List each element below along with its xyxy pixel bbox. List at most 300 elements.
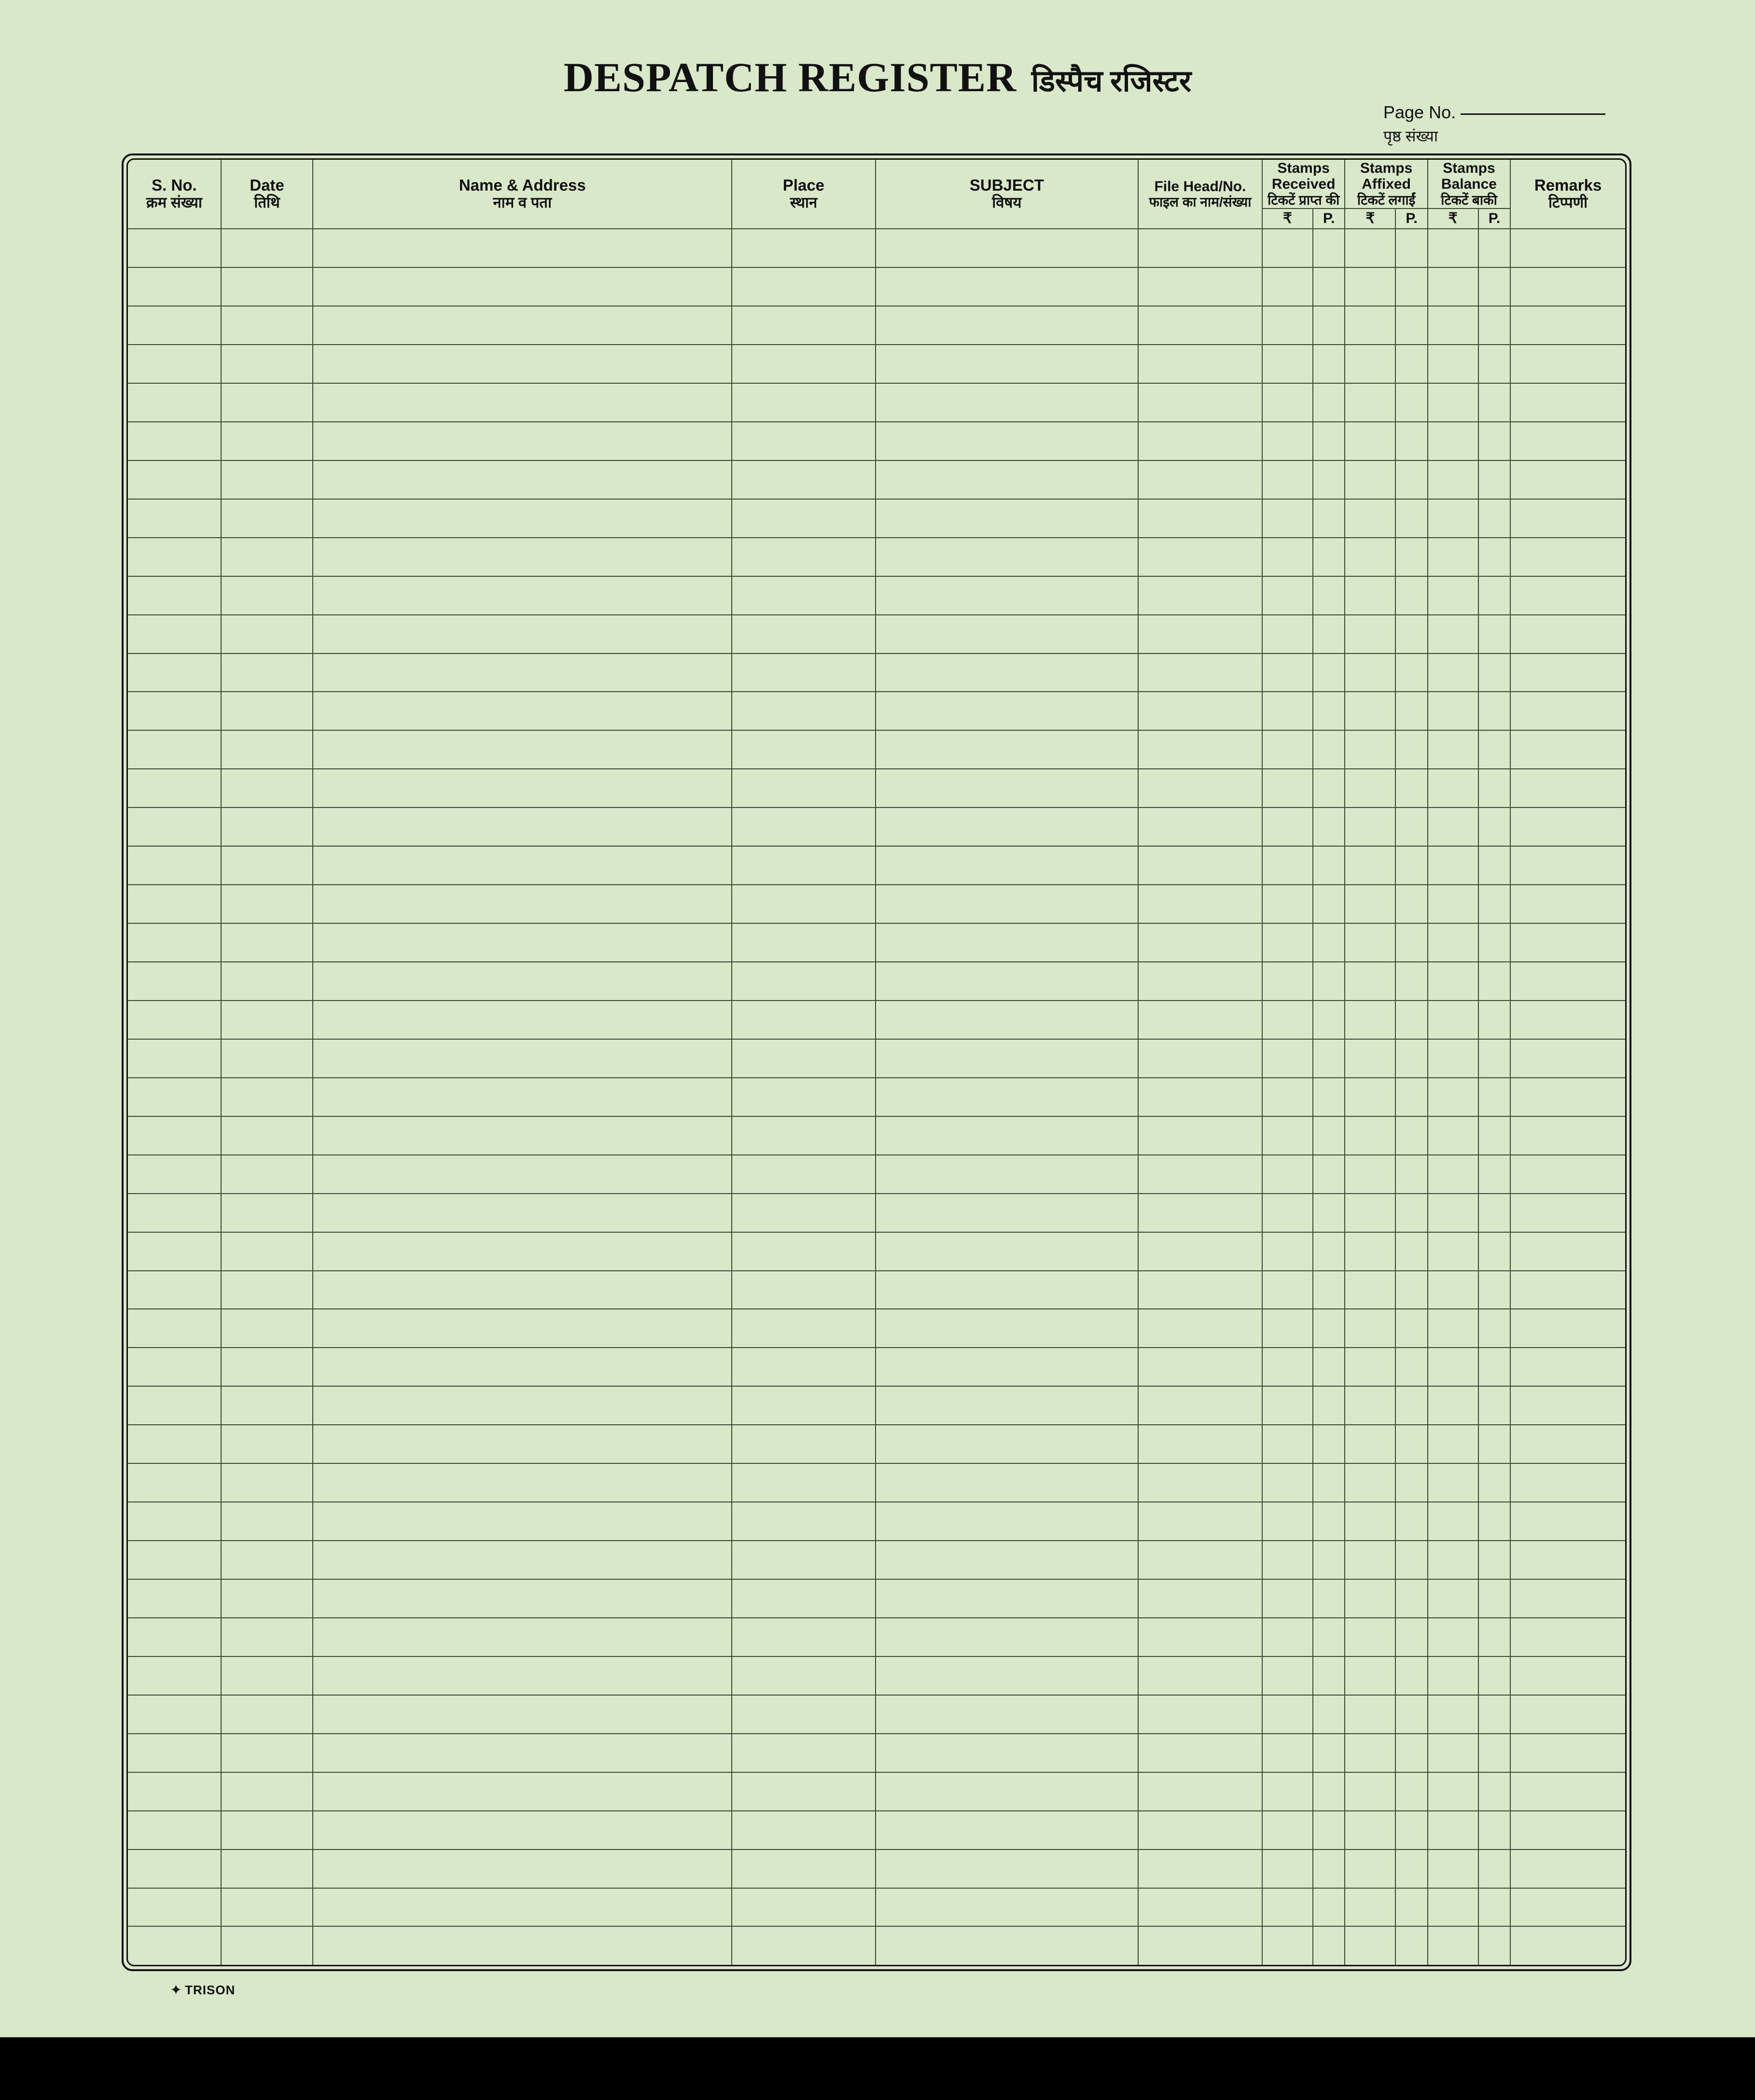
table-cell[interactable] bbox=[1345, 1463, 1395, 1502]
table-cell[interactable] bbox=[1262, 1695, 1313, 1734]
table-cell[interactable] bbox=[1478, 306, 1510, 345]
table-row[interactable] bbox=[128, 654, 1625, 692]
table-cell[interactable] bbox=[128, 538, 221, 576]
table-cell[interactable] bbox=[1138, 885, 1262, 923]
table-cell[interactable] bbox=[1428, 1888, 1478, 1927]
table-cell[interactable] bbox=[1478, 1811, 1510, 1850]
table-cell[interactable] bbox=[1262, 615, 1313, 654]
table-cell[interactable] bbox=[128, 1463, 221, 1502]
table-cell[interactable] bbox=[313, 1734, 732, 1772]
table-cell[interactable] bbox=[221, 1772, 313, 1811]
table-cell[interactable] bbox=[876, 615, 1138, 654]
table-cell[interactable] bbox=[313, 229, 732, 267]
table-cell[interactable] bbox=[221, 1425, 313, 1463]
table-cell[interactable] bbox=[128, 615, 221, 654]
table-cell[interactable] bbox=[1428, 1309, 1478, 1348]
table-cell[interactable] bbox=[1478, 1194, 1510, 1232]
table-cell[interactable] bbox=[876, 846, 1138, 885]
table-cell[interactable] bbox=[732, 1579, 876, 1618]
table-cell[interactable] bbox=[313, 383, 732, 422]
table-cell[interactable] bbox=[313, 654, 732, 692]
table-cell[interactable] bbox=[1138, 1618, 1262, 1656]
table-cell[interactable] bbox=[128, 1309, 221, 1348]
table-cell[interactable] bbox=[1510, 1309, 1625, 1348]
table-row[interactable] bbox=[128, 499, 1625, 538]
table-cell[interactable] bbox=[221, 1656, 313, 1695]
table-cell[interactable] bbox=[221, 1888, 313, 1927]
table-cell[interactable] bbox=[1262, 229, 1313, 267]
table-cell[interactable] bbox=[1262, 1734, 1313, 1772]
table-cell[interactable] bbox=[1478, 1541, 1510, 1579]
table-cell[interactable] bbox=[1510, 1232, 1625, 1271]
table-cell[interactable] bbox=[1262, 846, 1313, 885]
table-cell[interactable] bbox=[1262, 1425, 1313, 1463]
table-cell[interactable] bbox=[313, 460, 732, 499]
table-row[interactable] bbox=[128, 1386, 1625, 1425]
table-cell[interactable] bbox=[1313, 576, 1345, 615]
table-cell[interactable] bbox=[876, 923, 1138, 962]
table-cell[interactable] bbox=[1478, 1926, 1510, 1965]
table-cell[interactable] bbox=[1138, 1425, 1262, 1463]
table-cell[interactable] bbox=[1345, 692, 1395, 730]
table-cell[interactable] bbox=[1262, 422, 1313, 460]
table-cell[interactable] bbox=[732, 1541, 876, 1579]
table-row[interactable] bbox=[128, 1579, 1625, 1618]
table-cell[interactable] bbox=[876, 1001, 1138, 1039]
table-cell[interactable] bbox=[313, 1695, 732, 1734]
table-cell[interactable] bbox=[313, 1618, 732, 1656]
table-cell[interactable] bbox=[732, 1772, 876, 1811]
table-cell[interactable] bbox=[1138, 1078, 1262, 1116]
table-cell[interactable] bbox=[1313, 1425, 1345, 1463]
table-row[interactable] bbox=[128, 1116, 1625, 1155]
table-cell[interactable] bbox=[1428, 1425, 1478, 1463]
table-cell[interactable] bbox=[1262, 383, 1313, 422]
table-cell[interactable] bbox=[1510, 1425, 1625, 1463]
table-cell[interactable] bbox=[876, 885, 1138, 923]
table-cell[interactable] bbox=[1345, 1850, 1395, 1888]
table-cell[interactable] bbox=[1313, 1811, 1345, 1850]
table-cell[interactable] bbox=[1345, 1502, 1395, 1541]
table-cell[interactable] bbox=[1262, 267, 1313, 306]
table-cell[interactable] bbox=[1478, 538, 1510, 576]
table-cell[interactable] bbox=[876, 1772, 1138, 1811]
table-cell[interactable] bbox=[1395, 1811, 1427, 1850]
table-cell[interactable] bbox=[1510, 1078, 1625, 1116]
table-cell[interactable] bbox=[221, 654, 313, 692]
table-cell[interactable] bbox=[1138, 1386, 1262, 1425]
table-cell[interactable] bbox=[732, 1850, 876, 1888]
table-cell[interactable] bbox=[876, 229, 1138, 267]
table-cell[interactable] bbox=[1478, 1155, 1510, 1194]
table-row[interactable] bbox=[128, 885, 1625, 923]
table-cell[interactable] bbox=[1313, 1463, 1345, 1502]
table-row[interactable] bbox=[128, 1888, 1625, 1927]
table-cell[interactable] bbox=[1313, 306, 1345, 345]
table-row[interactable] bbox=[128, 306, 1625, 345]
table-cell[interactable] bbox=[313, 538, 732, 576]
table-cell[interactable] bbox=[221, 460, 313, 499]
table-cell[interactable] bbox=[876, 1618, 1138, 1656]
table-cell[interactable] bbox=[1478, 1695, 1510, 1734]
table-cell[interactable] bbox=[1510, 885, 1625, 923]
table-cell[interactable] bbox=[1345, 1811, 1395, 1850]
table-cell[interactable] bbox=[128, 1271, 221, 1309]
table-cell[interactable] bbox=[1428, 1116, 1478, 1155]
table-cell[interactable] bbox=[1510, 654, 1625, 692]
table-cell[interactable] bbox=[221, 1116, 313, 1155]
table-cell[interactable] bbox=[313, 267, 732, 306]
table-cell[interactable] bbox=[313, 1463, 732, 1502]
table-cell[interactable] bbox=[1395, 1039, 1427, 1078]
table-cell[interactable] bbox=[1510, 615, 1625, 654]
table-cell[interactable] bbox=[1395, 267, 1427, 306]
table-cell[interactable] bbox=[1313, 846, 1345, 885]
table-cell[interactable] bbox=[1313, 460, 1345, 499]
table-row[interactable] bbox=[128, 923, 1625, 962]
table-cell[interactable] bbox=[1313, 1541, 1345, 1579]
table-cell[interactable] bbox=[1395, 1309, 1427, 1348]
table-cell[interactable] bbox=[1428, 1850, 1478, 1888]
table-cell[interactable] bbox=[876, 1926, 1138, 1965]
table-cell[interactable] bbox=[1478, 1579, 1510, 1618]
table-row[interactable] bbox=[128, 383, 1625, 422]
table-cell[interactable] bbox=[1313, 1579, 1345, 1618]
table-cell[interactable] bbox=[732, 1155, 876, 1194]
table-cell[interactable] bbox=[221, 730, 313, 769]
table-cell[interactable] bbox=[1510, 1348, 1625, 1386]
table-cell[interactable] bbox=[1428, 1232, 1478, 1271]
table-cell[interactable] bbox=[1262, 1541, 1313, 1579]
table-cell[interactable] bbox=[1510, 1618, 1625, 1656]
table-cell[interactable] bbox=[1313, 1348, 1345, 1386]
table-cell[interactable] bbox=[128, 576, 221, 615]
table-cell[interactable] bbox=[1313, 1656, 1345, 1695]
table-cell[interactable] bbox=[1313, 923, 1345, 962]
table-cell[interactable] bbox=[1262, 1850, 1313, 1888]
table-cell[interactable] bbox=[1313, 654, 1345, 692]
table-cell[interactable] bbox=[1345, 1309, 1395, 1348]
table-cell[interactable] bbox=[732, 1811, 876, 1850]
table-cell[interactable] bbox=[732, 962, 876, 1001]
table-cell[interactable] bbox=[313, 1926, 732, 1965]
table-cell[interactable] bbox=[313, 1232, 732, 1271]
table-cell[interactable] bbox=[221, 1039, 313, 1078]
table-cell[interactable] bbox=[1478, 1309, 1510, 1348]
table-cell[interactable] bbox=[732, 383, 876, 422]
table-cell[interactable] bbox=[1138, 1850, 1262, 1888]
table-cell[interactable] bbox=[221, 383, 313, 422]
table-cell[interactable] bbox=[1313, 267, 1345, 306]
table-cell[interactable] bbox=[313, 1386, 732, 1425]
table-cell[interactable] bbox=[876, 1155, 1138, 1194]
table-cell[interactable] bbox=[1345, 1926, 1395, 1965]
table-cell[interactable] bbox=[1428, 615, 1478, 654]
table-cell[interactable] bbox=[1395, 499, 1427, 538]
table-cell[interactable] bbox=[732, 499, 876, 538]
table-cell[interactable] bbox=[1428, 383, 1478, 422]
table-cell[interactable] bbox=[1138, 1271, 1262, 1309]
table-cell[interactable] bbox=[1138, 1772, 1262, 1811]
table-cell[interactable] bbox=[1262, 538, 1313, 576]
table-cell[interactable] bbox=[1510, 267, 1625, 306]
table-cell[interactable] bbox=[1345, 1888, 1395, 1927]
table-cell[interactable] bbox=[1428, 730, 1478, 769]
table-cell[interactable] bbox=[1262, 654, 1313, 692]
table-row[interactable] bbox=[128, 538, 1625, 576]
table-cell[interactable] bbox=[1138, 267, 1262, 306]
table-cell[interactable] bbox=[1395, 1155, 1427, 1194]
table-cell[interactable] bbox=[1428, 1386, 1478, 1425]
table-cell[interactable] bbox=[1510, 576, 1625, 615]
table-cell[interactable] bbox=[1478, 1502, 1510, 1541]
table-cell[interactable] bbox=[1345, 1425, 1395, 1463]
table-cell[interactable] bbox=[1510, 1463, 1625, 1502]
table-cell[interactable] bbox=[876, 267, 1138, 306]
table-cell[interactable] bbox=[1138, 1194, 1262, 1232]
table-cell[interactable] bbox=[876, 1232, 1138, 1271]
table-cell[interactable] bbox=[1262, 1232, 1313, 1271]
table-cell[interactable] bbox=[221, 1309, 313, 1348]
table-cell[interactable] bbox=[128, 499, 221, 538]
table-cell[interactable] bbox=[1510, 1695, 1625, 1734]
table-cell[interactable] bbox=[313, 1194, 732, 1232]
table-row[interactable] bbox=[128, 1348, 1625, 1386]
table-cell[interactable] bbox=[732, 846, 876, 885]
table-cell[interactable] bbox=[221, 576, 313, 615]
table-cell[interactable] bbox=[1138, 460, 1262, 499]
table-cell[interactable] bbox=[1262, 1155, 1313, 1194]
table-cell[interactable] bbox=[313, 499, 732, 538]
table-cell[interactable] bbox=[1138, 576, 1262, 615]
table-cell[interactable] bbox=[732, 1386, 876, 1425]
table-cell[interactable] bbox=[1428, 1772, 1478, 1811]
table-row[interactable] bbox=[128, 1463, 1625, 1502]
table-cell[interactable] bbox=[1262, 1772, 1313, 1811]
table-cell[interactable] bbox=[1138, 923, 1262, 962]
table-row[interactable] bbox=[128, 615, 1625, 654]
table-cell[interactable] bbox=[876, 1695, 1138, 1734]
table-cell[interactable] bbox=[128, 1078, 221, 1116]
table-cell[interactable] bbox=[1478, 422, 1510, 460]
table-cell[interactable] bbox=[313, 1078, 732, 1116]
table-cell[interactable] bbox=[313, 807, 732, 846]
table-cell[interactable] bbox=[1345, 383, 1395, 422]
table-cell[interactable] bbox=[313, 1541, 732, 1579]
table-cell[interactable] bbox=[1395, 769, 1427, 807]
table-row[interactable] bbox=[128, 1811, 1625, 1850]
table-cell[interactable] bbox=[1345, 885, 1395, 923]
table-cell[interactable] bbox=[876, 538, 1138, 576]
table-cell[interactable] bbox=[1138, 654, 1262, 692]
table-cell[interactable] bbox=[1345, 1271, 1395, 1309]
table-cell[interactable] bbox=[128, 1541, 221, 1579]
table-cell[interactable] bbox=[313, 885, 732, 923]
table-row[interactable] bbox=[128, 1656, 1625, 1695]
table-cell[interactable] bbox=[1138, 1039, 1262, 1078]
table-cell[interactable] bbox=[1428, 1695, 1478, 1734]
table-cell[interactable] bbox=[732, 1463, 876, 1502]
table-cell[interactable] bbox=[1510, 1039, 1625, 1078]
table-cell[interactable] bbox=[1478, 1656, 1510, 1695]
table-cell[interactable] bbox=[1478, 267, 1510, 306]
table-cell[interactable] bbox=[1345, 769, 1395, 807]
table-cell[interactable] bbox=[732, 1888, 876, 1927]
table-row[interactable] bbox=[128, 846, 1625, 885]
table-cell[interactable] bbox=[1138, 1155, 1262, 1194]
table-cell[interactable] bbox=[1428, 1155, 1478, 1194]
table-cell[interactable] bbox=[1262, 1888, 1313, 1927]
table-cell[interactable] bbox=[313, 769, 732, 807]
page-number-rule[interactable] bbox=[1461, 113, 1605, 115]
table-cell[interactable] bbox=[1313, 1386, 1345, 1425]
table-cell[interactable] bbox=[1313, 615, 1345, 654]
table-cell[interactable] bbox=[221, 267, 313, 306]
table-cell[interactable] bbox=[1478, 1116, 1510, 1155]
table-cell[interactable] bbox=[313, 1888, 732, 1927]
table-cell[interactable] bbox=[1395, 1656, 1427, 1695]
table-cell[interactable] bbox=[1262, 1078, 1313, 1116]
table-cell[interactable] bbox=[1313, 1271, 1345, 1309]
table-cell[interactable] bbox=[1262, 576, 1313, 615]
table-cell[interactable] bbox=[221, 345, 313, 383]
table-row[interactable] bbox=[128, 460, 1625, 499]
table-cell[interactable] bbox=[128, 460, 221, 499]
table-row[interactable] bbox=[128, 1078, 1625, 1116]
table-cell[interactable] bbox=[313, 345, 732, 383]
table-cell[interactable] bbox=[1510, 1926, 1625, 1965]
table-cell[interactable] bbox=[1428, 807, 1478, 846]
table-cell[interactable] bbox=[1138, 422, 1262, 460]
table-cell[interactable] bbox=[1510, 460, 1625, 499]
table-cell[interactable] bbox=[1138, 499, 1262, 538]
table-cell[interactable] bbox=[1313, 1618, 1345, 1656]
table-cell[interactable] bbox=[1262, 885, 1313, 923]
table-cell[interactable] bbox=[1478, 383, 1510, 422]
table-cell[interactable] bbox=[1345, 1039, 1395, 1078]
table-cell[interactable] bbox=[313, 1348, 732, 1386]
table-cell[interactable] bbox=[732, 422, 876, 460]
table-cell[interactable] bbox=[313, 1039, 732, 1078]
table-cell[interactable] bbox=[221, 306, 313, 345]
table-cell[interactable] bbox=[732, 267, 876, 306]
table-cell[interactable] bbox=[221, 1078, 313, 1116]
table-cell[interactable] bbox=[1313, 1888, 1345, 1927]
table-cell[interactable] bbox=[732, 1618, 876, 1656]
table-cell[interactable] bbox=[1428, 1463, 1478, 1502]
table-cell[interactable] bbox=[1428, 1656, 1478, 1695]
table-cell[interactable] bbox=[1510, 1001, 1625, 1039]
table-cell[interactable] bbox=[1510, 1811, 1625, 1850]
table-cell[interactable] bbox=[221, 1926, 313, 1965]
table-cell[interactable] bbox=[1345, 1001, 1395, 1039]
table-cell[interactable] bbox=[128, 306, 221, 345]
table-row[interactable] bbox=[128, 1271, 1625, 1309]
table-cell[interactable] bbox=[1138, 1348, 1262, 1386]
table-cell[interactable] bbox=[732, 1116, 876, 1155]
table-cell[interactable] bbox=[313, 1271, 732, 1309]
table-cell[interactable] bbox=[1262, 306, 1313, 345]
table-cell[interactable] bbox=[221, 1271, 313, 1309]
table-cell[interactable] bbox=[1510, 1656, 1625, 1695]
table-cell[interactable] bbox=[1428, 923, 1478, 962]
table-cell[interactable] bbox=[1138, 1232, 1262, 1271]
table-cell[interactable] bbox=[1510, 1579, 1625, 1618]
table-cell[interactable] bbox=[732, 615, 876, 654]
table-cell[interactable] bbox=[313, 1116, 732, 1155]
table-cell[interactable] bbox=[1428, 654, 1478, 692]
table-cell[interactable] bbox=[128, 1232, 221, 1271]
table-cell[interactable] bbox=[1510, 1386, 1625, 1425]
table-cell[interactable] bbox=[1262, 1309, 1313, 1348]
table-cell[interactable] bbox=[221, 692, 313, 730]
table-cell[interactable] bbox=[1262, 692, 1313, 730]
table-cell[interactable] bbox=[1345, 923, 1395, 962]
table-cell[interactable] bbox=[732, 460, 876, 499]
table-cell[interactable] bbox=[1345, 846, 1395, 885]
table-cell[interactable] bbox=[1478, 1232, 1510, 1271]
table-cell[interactable] bbox=[128, 422, 221, 460]
table-cell[interactable] bbox=[1262, 1001, 1313, 1039]
table-cell[interactable] bbox=[1428, 1502, 1478, 1541]
table-cell[interactable] bbox=[1478, 1734, 1510, 1772]
table-cell[interactable] bbox=[1345, 654, 1395, 692]
table-cell[interactable] bbox=[1262, 1463, 1313, 1502]
table-cell[interactable] bbox=[1395, 1888, 1427, 1927]
table-cell[interactable] bbox=[1510, 730, 1625, 769]
table-cell[interactable] bbox=[128, 267, 221, 306]
table-cell[interactable] bbox=[1345, 1734, 1395, 1772]
table-cell[interactable] bbox=[732, 654, 876, 692]
table-cell[interactable] bbox=[1138, 345, 1262, 383]
table-cell[interactable] bbox=[1428, 1194, 1478, 1232]
table-cell[interactable] bbox=[1510, 538, 1625, 576]
table-cell[interactable] bbox=[1428, 267, 1478, 306]
table-cell[interactable] bbox=[1345, 1656, 1395, 1695]
table-cell[interactable] bbox=[1138, 538, 1262, 576]
table-cell[interactable] bbox=[1345, 499, 1395, 538]
table-cell[interactable] bbox=[313, 422, 732, 460]
table-cell[interactable] bbox=[1510, 807, 1625, 846]
table-cell[interactable] bbox=[1510, 846, 1625, 885]
table-cell[interactable] bbox=[1395, 692, 1427, 730]
table-row[interactable] bbox=[128, 345, 1625, 383]
table-cell[interactable] bbox=[221, 769, 313, 807]
table-cell[interactable] bbox=[732, 1656, 876, 1695]
table-cell[interactable] bbox=[876, 1502, 1138, 1541]
table-cell[interactable] bbox=[1262, 1579, 1313, 1618]
table-cell[interactable] bbox=[1345, 1541, 1395, 1579]
table-cell[interactable] bbox=[1478, 1425, 1510, 1463]
table-cell[interactable] bbox=[1510, 1850, 1625, 1888]
table-cell[interactable] bbox=[1395, 345, 1427, 383]
table-row[interactable] bbox=[128, 1541, 1625, 1579]
table-cell[interactable] bbox=[313, 1425, 732, 1463]
table-cell[interactable] bbox=[1478, 1001, 1510, 1039]
table-cell[interactable] bbox=[876, 654, 1138, 692]
table-cell[interactable] bbox=[876, 1579, 1138, 1618]
table-cell[interactable] bbox=[313, 1772, 732, 1811]
table-cell[interactable] bbox=[1345, 1232, 1395, 1271]
table-cell[interactable] bbox=[1262, 769, 1313, 807]
table-cell[interactable] bbox=[876, 306, 1138, 345]
table-cell[interactable] bbox=[876, 1078, 1138, 1116]
table-cell[interactable] bbox=[876, 576, 1138, 615]
table-cell[interactable] bbox=[128, 1656, 221, 1695]
table-cell[interactable] bbox=[876, 1309, 1138, 1348]
table-cell[interactable] bbox=[313, 306, 732, 345]
table-cell[interactable] bbox=[313, 1001, 732, 1039]
